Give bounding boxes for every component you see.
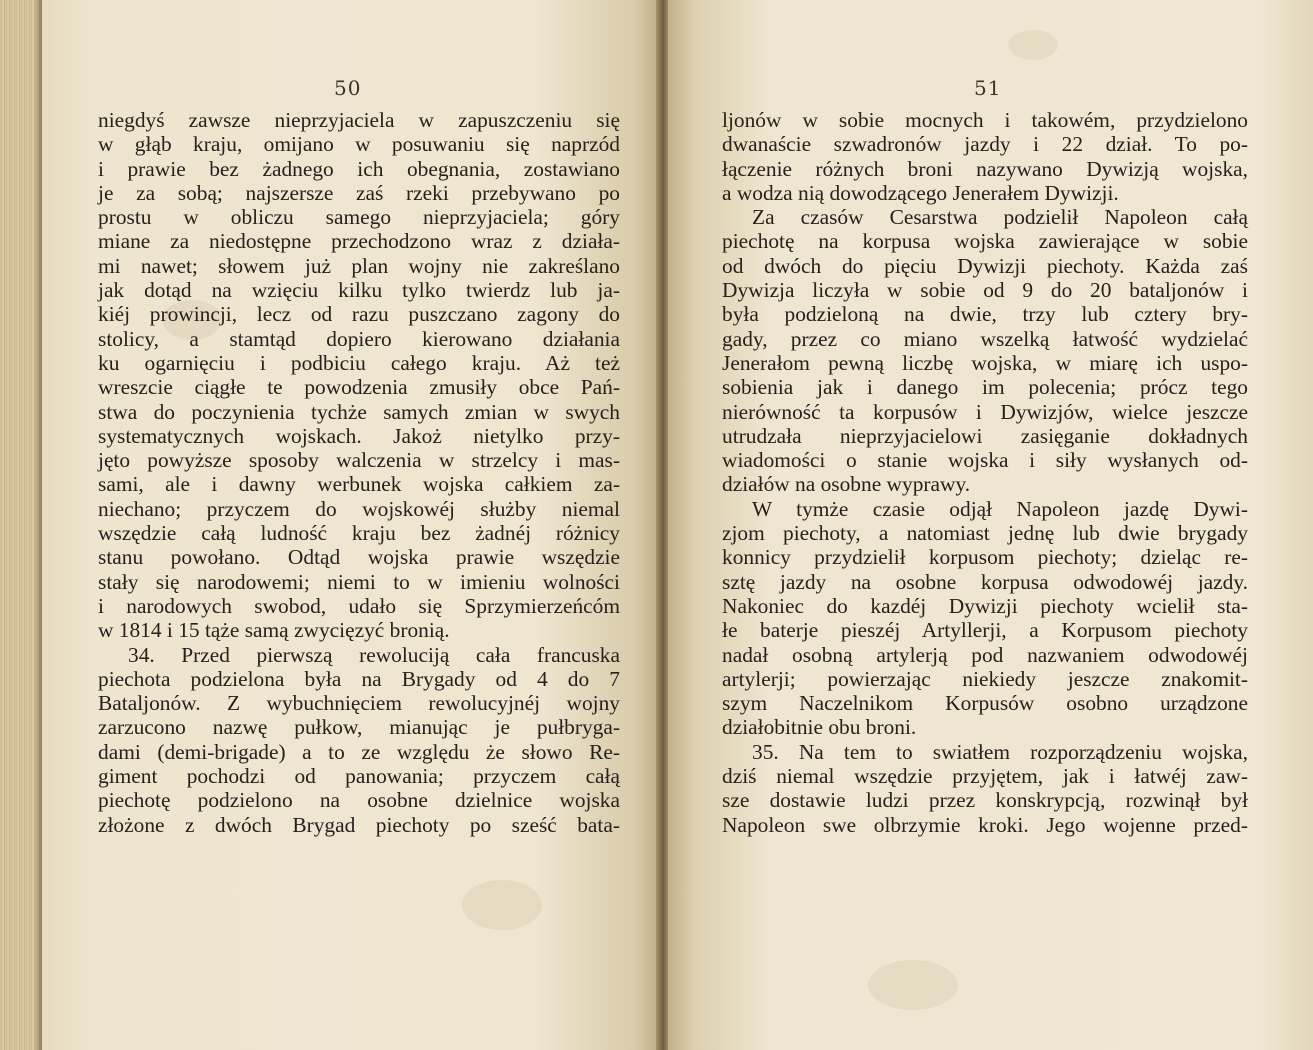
- text-line: w głąb kraju, omijano w posuwaniu się naprzód: [98, 132, 620, 157]
- text-line: giment pochodzi od panowania; przyczem całą: [98, 764, 620, 789]
- text-line: a wodza nią dowodzącego Jenerałem Dywizji.: [722, 180, 1119, 205]
- text-line: i prawie bez żadnego ich obegnania, zostawiano: [98, 156, 620, 181]
- text-line: sztę jazdy na osobne korpusa odwodowéj jazdy.: [722, 569, 1248, 594]
- text-line: systematycznych wojskach. Jakoż nietylko przy-: [98, 423, 620, 448]
- text-line: łe baterje pieszéj Artyllerji, a Korpusom piechoty: [722, 618, 1248, 643]
- text-line: gady, przez co miano wszelką łatwość wydzielać: [722, 326, 1248, 351]
- text-line: Nakoniec do kazdéj Dywizji piechoty wcielił sta-: [722, 593, 1248, 618]
- text-line: dziś niemal wszędzie przyjętem, jak i łatwéj zaw-: [722, 764, 1248, 789]
- text-line: dami (demi-brigade) a to ze względu że słowo Re-: [98, 739, 620, 764]
- text-line: piechotę podzielono na osobne dzielnice wojska: [98, 788, 620, 813]
- text-line: sze dostawie ludzi przez konskrypcją, rozwinął był: [722, 788, 1248, 813]
- text-line: utrudzała nieprzyjacielowi zasięganie dokładnych: [722, 423, 1248, 448]
- text-line: mi nawet; słowem już plan wojny nie zakreślano: [98, 253, 620, 278]
- text-line: stały się narodowemi; niemi to w imieniu wolności: [98, 569, 620, 594]
- text-line: wreszcie ciągłe te powodzenia zmusiły obce Pań-: [98, 375, 620, 400]
- left-page-text: [98, 108, 620, 837]
- text-line: piechota podzielona była na Brygady od 4 do 7: [98, 666, 620, 691]
- text-line: Dywizja liczyła w sobie od 9 do 20 bataljonów i: [722, 278, 1248, 303]
- text-line: sobienia jak i danego im polecenia; prócz tego: [722, 375, 1248, 400]
- text-line: konnicy przydzielił korpusom piechoty; dzieląc re-: [722, 545, 1248, 570]
- text-line: wszędzie całą ludność kraju bez żadnéj różnicy: [98, 521, 620, 546]
- text-line: Bataljonów. Z wybuchnięciem rewolucyjnéj wojny: [98, 691, 620, 716]
- text-line: kiéj prowincji, lecz od razu puszczano zagony do: [98, 302, 620, 327]
- text-line: Za czasów Cesarstwa podzielił Napoleon całą: [752, 205, 1248, 230]
- text-line: od dwóch do pięciu Dywizji piechoty. Każda zaś: [722, 253, 1248, 278]
- foxing-stain: [868, 960, 958, 1010]
- page-number-left: 50: [334, 76, 362, 100]
- text-line: w 1814 i 15 tąże samą zwycięzyć bronią.: [98, 618, 450, 643]
- text-line: sami, ale i dawny werbunek wojska całkiem za-: [98, 472, 620, 497]
- text-line: niechano; przyczem do wojskowéj służby niemal: [98, 496, 620, 521]
- text-line: je za sobą; najszersze zaś rzeki przebywano po: [98, 180, 620, 205]
- left-page: [42, 0, 660, 1050]
- text-line: stwa do poczynienia tychże samych zmian w swych: [98, 399, 620, 424]
- text-line: miane za niedostępne przechodzono wraz z działa-: [98, 229, 620, 254]
- text-line: niegdyś zawsze nieprzyjaciela w zapuszczeniu się: [98, 108, 620, 132]
- text-line: Jenerałom pewną liczbę wojska, w miarę ich uspo-: [722, 350, 1248, 375]
- text-line: złożone z dwóch Brygad piechoty po sześć bata-: [98, 812, 620, 837]
- text-line: ku ogarnięciu i podbiciu całego kraju. Aż też: [98, 350, 620, 375]
- text-line: Napoleon swe olbrzymie kroki. Jego wojenne przed-: [722, 812, 1248, 837]
- right-page-text: [722, 108, 1248, 837]
- text-line: stanu powołano. Odtąd wojska prawie wszędzie: [98, 545, 620, 570]
- text-line: W tymże czasie odjął Napoleon jazdę Dywi-: [752, 496, 1248, 521]
- text-line: szym Naczelnikom Korpusów osobno urządzone: [722, 691, 1248, 716]
- text-line: łączenie różnych broni nazywano Dywizją wojska,: [722, 156, 1248, 181]
- text-line: zjom piechoty, a natomiast jednę lub dwie brygady: [722, 521, 1248, 546]
- text-line: jęto powyższe sposoby walczenia w strzelcy i mas-: [98, 448, 620, 473]
- text-line: działobitnie obu broni.: [722, 715, 917, 740]
- text-line: artylerji; powierzając niekiedy jeszcze znakomit-: [722, 666, 1248, 691]
- foxing-stain: [462, 880, 542, 930]
- text-line: piechotę na korpusa wojska zawierające w sobie: [722, 229, 1248, 254]
- text-line: jak dotąd na wzięciu kilku tylko twierdz lub ja-: [98, 278, 620, 303]
- text-line: dwanaście szwadronów jazdy i 22 dział. To po-: [722, 132, 1248, 157]
- text-line: stolicy, a stamtąd dopiero kierowano działania: [98, 326, 620, 351]
- text-line: i narodowych swobod, udało się Sprzymierzeńcóm: [98, 593, 620, 618]
- page-number-right: 51: [974, 76, 1002, 100]
- text-line: prostu w obliczu samego nieprzyjaciela; góry: [98, 205, 620, 230]
- text-line: była podzieloną na dwie, trzy lub cztery bry-: [722, 302, 1248, 327]
- page-edges: [0, 0, 42, 1050]
- right-page: [668, 0, 1313, 1050]
- text-line: 35. Na tem to swiatłem rozporządzeniu wojska,: [752, 739, 1248, 764]
- foxing-stain: [1008, 30, 1058, 60]
- text-line: działów na osobne wyprawy.: [722, 472, 971, 497]
- text-line: ljonów w sobie mocnych i takowém, przydzielono: [722, 108, 1248, 132]
- text-line: wiadomości o stanie wojska i siły wysłanych od-: [722, 448, 1248, 473]
- text-line: nierówność ta korpusów i Dywizjów, wielce jeszcze: [722, 399, 1248, 424]
- text-line: zarzucono nazwę pułkow, mianując je pułbryga-: [98, 715, 620, 740]
- text-line: nadał osobną artylerją pod nazwaniem odwodowéj: [722, 642, 1248, 667]
- text-line: 34. Przed pierwszą rewoluciją cała francuska: [128, 642, 620, 667]
